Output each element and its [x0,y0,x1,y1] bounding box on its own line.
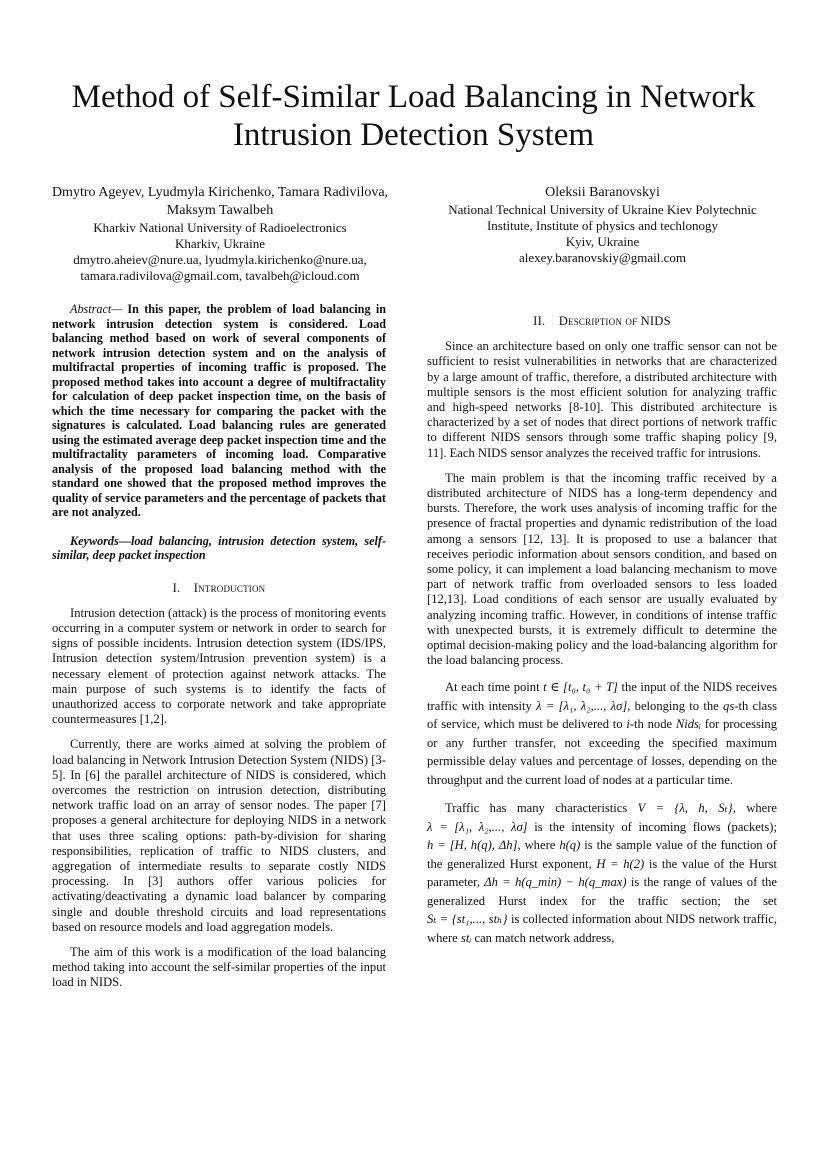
keywords: Keywords—load balancing, intrusion detection system, self-similar, deep packet inspection [52,533,386,562]
math-expression: h = [H, h(q), Δh] [427,838,518,853]
author-block-left [50,184,390,284]
author-emails: alexey.baranovskiy@gmail.com [518,250,687,265]
text-run: -th node [629,717,676,732]
abstract-lead: Abstract— [70,302,123,316]
section-number: I. [172,580,181,595]
math-expression: H = h(2) [596,856,645,871]
author-names: Dmytro Ageyev, Lyudmyla Kirichenko, Tamara Radivilova, Maksym Tawalbeh [51,185,389,218]
text-run: is the value of the Hurst parameter, [427,856,777,890]
abstract [52,302,386,520]
math-expression: stᵢ [460,930,472,945]
text-run: for processing or any further transfer, not exceeding the specified maximum permissible delay values and percentage of losses, depending on the throughput and the current load of nodes at a particular time. [427,717,777,787]
author-emails: dmytro.aheiev@nure.ua, lyudmyla.kirichenko@nure.ua, tamara.radivilova@gmail.com, tavalbeh@icloud.com [73,252,367,283]
math-expression: Δh = h(q_min) − h(q_max) [484,875,627,890]
math-expression: qs [723,698,735,713]
paragraph: The main problem is that the incoming traffic received by a distributed architecture of NIDS has a long-term dependency and bursts. Therefore, the work uses analysis of incoming traffic for the presence of fractal properties and dynamic redistribution of the load among a sensors [12, 13]. It is proposed to use a balancer that receives periodic information about sensors condition, and based on some policy, it can implement a load balancing mechanism to move part of network traffic from overloaded sensors to less loaded [12,13]. Load conditions of each sensor are usually evaluated by analyzing incoming traffic. However, in conditions of intense traffic with unexpected bursts, it is extremely difficult to determine the optimal decision-making policy and the load-balancing algorithm for the load balancing process. [427,470,777,668]
paragraph: Intrusion detection (attack) is the process of monitoring events occurring in a computer system or network in order to search for signs of possible incidents. Intrusion detection system (IDS/IPS, Intrusion detection system/Intrusion prevention system) is a necessary element of protection against network attacks. The main purpose of such systems is to identify the facts of unauthorized access to corporate network and take appropriate countermeasures [1,2]. [52,605,386,727]
text-run: , where [732,801,777,816]
paragraph: The aim of this work is a modification of the load balancing method taking into account the self-similar properties of the input load in NIDS. [52,944,386,990]
text-run: , where [517,838,560,853]
math-expression: V = {λ, h, Sₜ} [637,801,733,816]
section-heading-introduction [52,581,386,596]
author-location: Kharkiv, Ukraine [174,236,266,251]
section-title: Introduction [193,580,266,595]
author-block-right [425,184,780,266]
text-run: is the range of values of the generalized Hurst index for the traffic section; the set [427,875,777,908]
text-run: can match network address, [471,930,615,945]
math-expression: Sₜ = {st₁,..., stₕ} [427,912,508,927]
math-expression: t ∈ [t₀, t₀ + T] [543,680,618,695]
abstract-text: In this paper, the problem of load balancing in network intrusion detection system is considered. Load balancing method based on work of several components of network intrusion detection system and on the analysis of multifractal properties of incoming traffic is proposed. The proposed method takes into account a degree of multifractality for calculation of deep packet inspection time, on the basis of which the time necessary for comparing the packet with the signatures is calculated. Load balancing rules are generated using the estimated average deep packet inspection time and the multifractality parameters of incoming load. Comparative analysis of the proposed load balancing method with the standard one showed that the proposed method improves the quality of service parameters and the percentage of packets that are not analyzed. [52,302,386,519]
math-expression: i [626,717,630,732]
author-affiliation: National Technical University of Ukraine Kiev Polytechnic Institute, Institute of physics and techlonogy [448,202,757,233]
section-number: II. [533,314,546,328]
text-run: Traffic has many characteristics [445,801,638,816]
text-run: is collected information about NIDS network traffic, where [427,912,777,945]
math-expression: λ = [λ₁, λ₂,..., λσ] [536,698,628,713]
text-run: the input of the NIDS receives traffic with intensity [427,680,777,713]
math-expression: Nidsᵢ [675,717,701,732]
text-run: is the intensity of incoming flows (packets); [527,819,777,834]
paragraph [427,678,777,789]
text-run: -th class of service, which must be delivered to [427,698,777,732]
paper-title: Method of Self-Similar Load Balancing in Network Intrusion Detection System [71,79,756,153]
paragraph: Since an architecture based on only one traffic sensor can not be sufficient to resist vulnerabilities in networks that are characterized by a large amount of traffic, therefore, a distributed architecture with multiple sensors is the most efficient solution for analyzing traffic and high-speed networks [8-10]. This distributed architecture is characterized by a set of nodes that direct portions of network traffic to different NIDS sensors through some traffic shaping policy [9, 11]. Each NIDS sensor analyzes the received traffic for intrusions. [427,339,777,460]
math-expression: λ = [λ₁, λ₂,..., λσ] [427,819,528,834]
text-run: At each time point [445,680,544,695]
section-title: Description of NIDS [558,314,671,328]
text-run: is the sample value of the function of the generalized Hurst exponent, [427,838,777,871]
author-names: Oleksii Baranovskyi [545,185,660,200]
left-column [52,302,386,1001]
section-heading-nids [427,314,777,329]
paragraph [427,799,777,947]
math-expression: h(q) [559,838,581,853]
paragraph: Currently, there are works aimed at solving the problem of load balancing in Network Intrusion Detection System (NIDS) [3-5]. In [6] the parallel architecture of NIDS is considered, which overcomes the restriction on intrusion detection, distributing network traffic load on an array of sensor nodes. The paper [7] proposes a general architecture for deploying NIDS in a network that uses three scaling options: path-by-division for sharing responsibilities, replication of traffic to NIDS clusters, and aggregation of intermediate results to separate costly NIDS processing. In [3] authors offer various policies for activating/deactivating a dynamic load balancer by comparing single and double threshold circuits and load representations based on resource models and load aggregation models. [52,737,386,934]
text-run: , belonging to the [627,698,724,713]
author-location: Kyiv, Ukraine [565,234,640,249]
right-column [427,302,777,957]
author-affiliation: Kharkiv National University of Radioelectronics [93,220,347,235]
